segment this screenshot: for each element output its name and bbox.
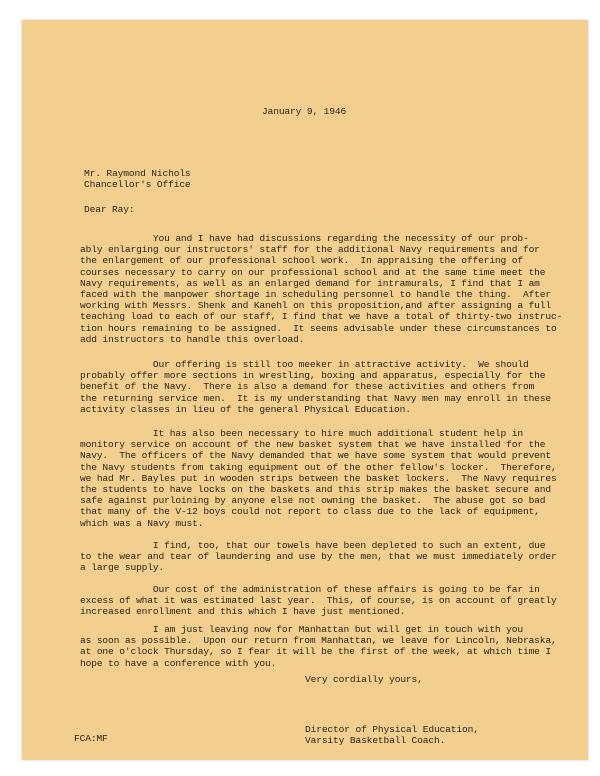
text-line: as soon as possible. Upon our return from Manhattan, we leave for Lincoln, Nebraska,: [80, 635, 557, 647]
salutation: Dear Ray:: [84, 204, 135, 215]
paragraph-basket-system: [80, 428, 578, 529]
paragraph-cost: [80, 584, 578, 618]
text-line: the enlargement of our professional school work. In appraising the offering of: [80, 255, 523, 267]
text-line: Navy. The officers of the Navy demanded that we have some system that would prevent: [80, 450, 552, 462]
complimentary-closing: Very cordially yours,: [305, 674, 423, 685]
text-line: Our offering is still too meeker in attractive activity. We should: [80, 359, 529, 370]
letter-date: January 9, 1946: [262, 106, 347, 117]
text-line: excess of what it was estimated last year. This, of course, is on account of greatly: [80, 595, 557, 607]
text-line: working with Messrs. Shenk and Kanehl on this proposition,and after assigning a full: [80, 300, 552, 312]
text-line: ably enlarging our instructors' staff for the additional Navy requirements and for: [80, 244, 540, 256]
text-line: the Navy students from taking equipment out of the other fellow's locker. Therefore,: [80, 461, 557, 473]
text-line: activity classes in lieu of the general Physical Education.: [80, 403, 411, 415]
text-line: we had Mr. Bayles put in wooden strips between the basket lockers. The Navy requires: [80, 472, 557, 484]
signature-subtitle: Varsity Basketball Coach.: [305, 735, 446, 746]
recipient-name: Mr. Raymond Nichols: [84, 168, 191, 179]
letter-page: [22, 20, 588, 760]
signature-title: Director of Physical Education,: [305, 724, 479, 735]
text-line: Our cost of the administration of these affairs is going to be far in: [80, 584, 540, 595]
text-line: benefit of the Navy. There is also a demand for these activities and others from: [80, 381, 535, 393]
text-line: at one o'clock Thursday, so I fear it will be the first of the week, at which time I: [80, 646, 552, 658]
text-line: Navy requirements, as well as an enlarged demand for intramurals, I find that I am: [80, 277, 540, 289]
text-line: to the wear and tear of laundering and use by the men, that we must immediately order: [80, 551, 557, 563]
paragraph-staff: [80, 233, 578, 345]
text-line: add instructors to handle this overload.: [80, 333, 305, 345]
text-line: monitory service on account of the new basket system that we have installed for the: [80, 439, 546, 451]
text-line: safe against purloining by anyone else not owning the basket. The abuse got so bad: [80, 495, 546, 507]
text-line: increased enrollment and this which I have just mentioned.: [80, 606, 406, 618]
recipient-office: Chancellor's Office: [84, 179, 191, 190]
paragraph-travel: [80, 624, 578, 669]
text-line: I find, too, that our towels have been depleted to such an extent, due: [80, 540, 546, 551]
letter-body: [22, 20, 588, 760]
text-line: the students to have locks on the baskets and this strip makes the basket secure and: [80, 484, 552, 496]
text-line: teaching load to each of our staff, I find that we have a total of thirty-two instruc-: [80, 311, 563, 323]
reference-initials: FCA:MF: [74, 733, 108, 744]
text-line: hope to have a conference with you.: [80, 657, 277, 669]
text-line: It has also been necessary to hire much additional student help in: [80, 428, 523, 439]
text-line: courses necessary to carry on our professional school and at the same time meet the: [80, 266, 546, 278]
text-line: probably offer more sections in wrestling, boxing and apparatus, especially for the: [80, 370, 546, 382]
text-line: faced with the manpower shortage in scheduling personnel to handle the thing. After: [80, 289, 552, 301]
text-line: You and I have had discussions regarding the necessity of our prob-: [80, 233, 529, 244]
paragraph-offering: [80, 359, 578, 415]
text-line: which was a Navy must.: [80, 517, 204, 529]
text-line: tion hours remaining to be assigned. It seems advisable under these circumstances to: [80, 322, 557, 334]
text-line: a large supply.: [80, 562, 165, 574]
text-line: that many of the V-12 boys could not report to class due to the lack of equipment,: [80, 506, 540, 518]
paragraph-towels: [80, 540, 578, 574]
text-line: I am just leaving now for Manhattan but will get in touch with you: [80, 624, 523, 635]
text-line: the returning service men. It is my understanding that Navy men may enroll in these: [80, 392, 552, 404]
